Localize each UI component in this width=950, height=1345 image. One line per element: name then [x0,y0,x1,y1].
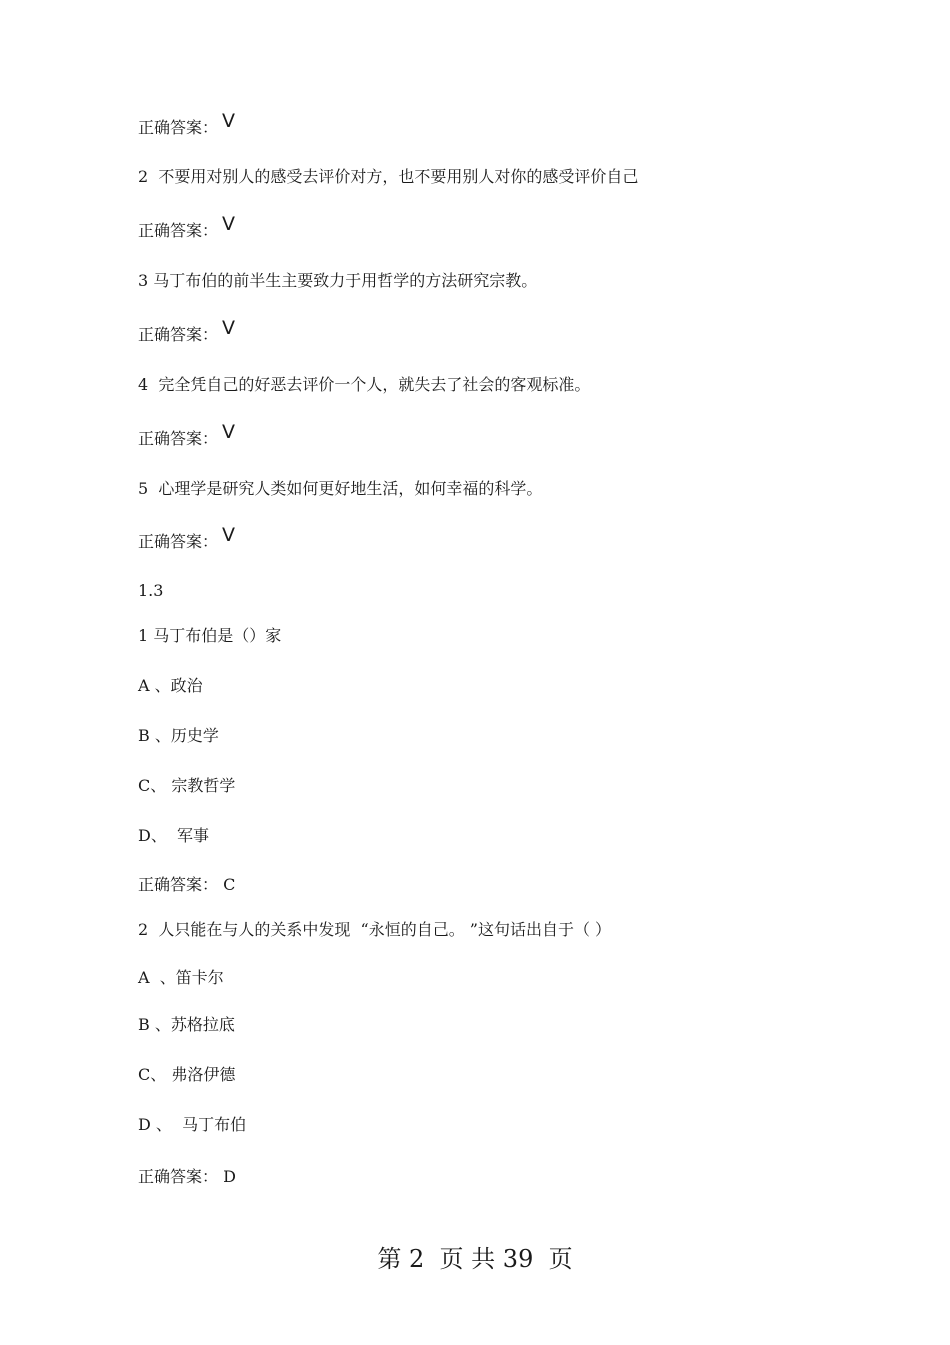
option-c: C、 宗教哲学 [138,776,236,795]
answer-line-4 [138,421,236,449]
answer-line-mc-2: 正确答案： D [138,1167,236,1186]
answer-mark: V [222,524,236,546]
question-4: 4 完全凭自己的好恶去评价一个人，就失去了社会的客观标准。 [138,375,591,394]
mc-question-2: 2 人只能在与人的关系中发现 “永恒的自己。 ”这句话出自于（ ） [138,920,612,939]
answer-mark: V [222,421,236,443]
option-a: A 、笛卡尔 [138,968,224,987]
answer-line-3 [138,317,236,345]
option-b: B 、苏格拉底 [138,1015,235,1034]
answer-line-1 [138,110,236,138]
answer-mark: V [222,110,236,132]
question-5: 5 心理学是研究人类如何更好地生活，如何幸福的科学。 [138,479,543,498]
answer-line-2 [138,213,236,241]
option-d: D、 军事 [138,826,210,845]
page-footer: 第 2 页 共 39 页 [377,1245,573,1273]
question-2: 2 不要用对别人的感受去评价对方，也不要用别人对你的感受评价自己 [138,167,639,186]
answer-label: 正确答案： [138,325,219,344]
answer-line-5 [138,524,236,552]
answer-label: 正确答案： [138,532,219,551]
section-heading: 1.3 [138,581,164,600]
mc-question-1: 1 马丁布伯是（）家 [138,626,282,645]
option-a: A 、政治 [138,676,203,695]
answer-line-mc-1: 正确答案： C [138,875,236,894]
option-d: D 、 马丁布伯 [138,1115,247,1134]
answer-label: 正确答案： [138,221,219,240]
answer-label: 正确答案： [138,429,219,448]
option-c: C、 弗洛伊德 [138,1065,236,1084]
question-3: 3 马丁布伯的前半生主要致力于用哲学的方法研究宗教。 [138,271,538,290]
answer-mark: V [222,317,236,339]
option-b: B 、历史学 [138,726,219,745]
answer-mark: V [222,213,236,235]
answer-label: 正确答案： [138,118,219,137]
